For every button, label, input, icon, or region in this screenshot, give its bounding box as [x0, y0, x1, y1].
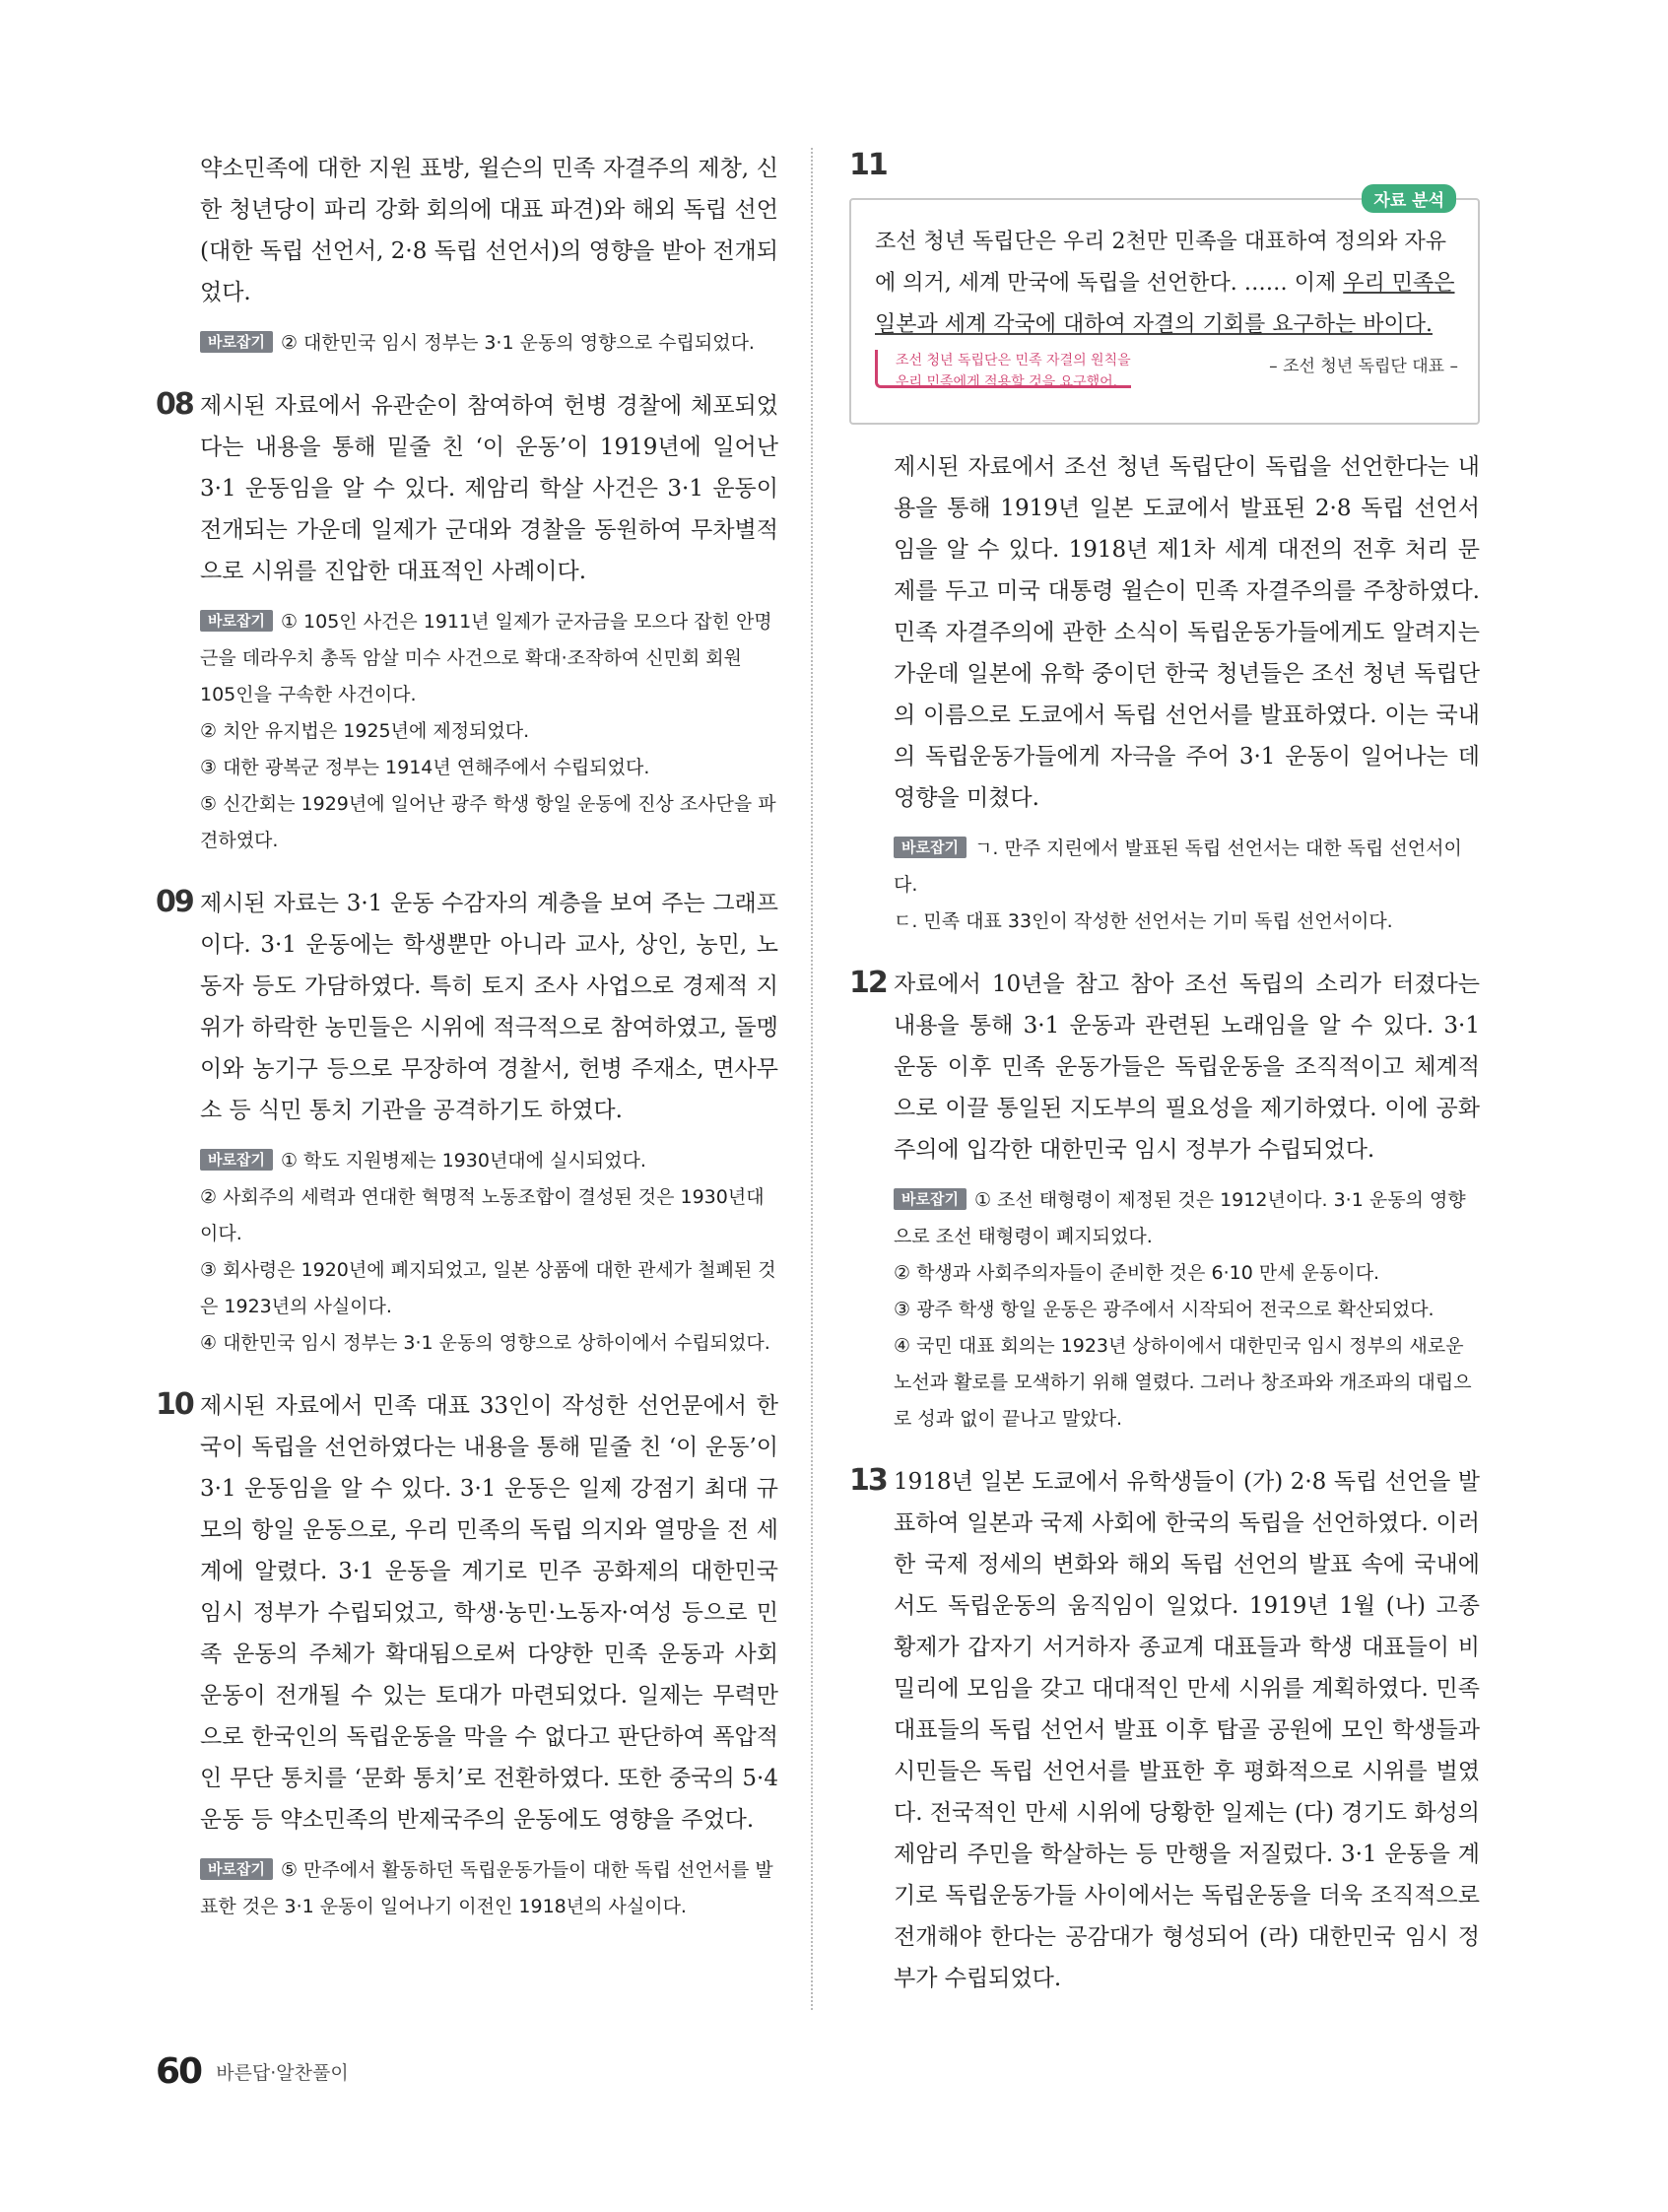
answer-text: ② 대한민국 임시 정부는 3·1 운동의 영향으로 수립되었다. — [280, 332, 755, 354]
explanation-text: 제시된 자료에서 조선 청년 독립단이 독립을 선언한다는 내용을 통해 1919년 일본 도쿄에서 발표된 2·8 독립 선언서임을 알 수 있다. 1918년 제1차 세계 대전의 전후 처리 문제를 두고 미국 대통령 윌슨이 민족 자결주의를 주창하였다. 민족 자결주의에 관한 소식이 독립운동가들에게도 알려지는 가운데 일본에 유학 중이던 한국 청년들은 조선 청년 독립단의 이름으로 도쿄에서 독립 선언서를 발표하였다. 이는 국내의 독립운동가들에게 자극을 주어 3·1 운동이 일어나는 데 영향을 미쳤다. — [894, 454, 1480, 811]
page-number: 60 — [156, 2051, 202, 2092]
answer-line: ② 학생과 사회주의자들이 준비한 것은 6·10 만세 운동이다. — [894, 1262, 1380, 1284]
answer-line: ㄱ. 만주 지린에서 발표된 독립 선언서는 대한 독립 선언서이다. — [894, 838, 1462, 896]
answer-line: ⑤ 신간회는 1929년에 일어난 광주 학생 항일 운동에 진상 조사단을 파견하였다. — [200, 793, 776, 851]
answer-line: ④ 국민 대표 회의는 1923년 상하이에서 대한민국 임시 정부의 새로운 노선과 활로를 모색하기 위해 열렸다. 그러나 창조파와 개조파의 대립으로 성과 없이 끝나고 말았다. — [894, 1335, 1472, 1430]
answer-line: ① 학도 지원병제는 1930년대에 실시되었다. — [280, 1150, 646, 1172]
question-number: 10 — [156, 1387, 193, 1422]
answer-line: ③ 회사령은 1920년에 폐지되었고, 일본 상품에 대한 관세가 철폐된 것은 1923년의 사실이다. — [200, 1259, 776, 1317]
answer-line: ① 조선 태형령이 제정된 것은 1912년이다. 3·1 운동의 영향으로 조선 태형령이 폐지되었다. — [894, 1189, 1466, 1247]
left-column — [156, 148, 778, 1949]
source-quote: 조선 청년 독립단은 우리 2천만 민족을 대표하여 정의와 자유에 의거, 세계 만국에 독립을 선언한다. …… 이제 우리 민족은 일본과 세계 각국에 대하여 자결의 기회를 요구하는 바이다. — [875, 230, 1455, 337]
column-divider — [811, 148, 813, 2010]
answer-line: ② 사회주의 세력과 연대한 혁명적 노동조합이 결성된 것은 1930년대이다. — [200, 1186, 765, 1244]
question-13 — [849, 1461, 1480, 1999]
explanation-text: 자료에서 10년을 참고 참아 조선 독립의 소리가 터졌다는 내용을 통해 3·1 운동과 관련된 노래임을 알 수 있다. 3·1 운동 이후 민족 운동가들은 독립운동을 조직적이고 체계적으로 이끌 통일된 지도부의 필요성을 제기하였다. 이에 공화주의에 입각한 대한민국 임시 정부가 수립되었다. — [894, 972, 1480, 1163]
question-09 — [156, 883, 778, 1362]
correction-block — [894, 1182, 1480, 1438]
source-box — [849, 191, 1480, 425]
answer-line: ⑤ 만주에서 활동하던 독립운동가들이 대한 독립 선언서를 발표한 것은 3·1 운동이 일어나기 이전인 1918년의 사실이다. — [200, 1859, 773, 1917]
correction-badge: 바로잡기 — [200, 331, 273, 353]
page-footer — [156, 2051, 349, 2092]
correction-block — [894, 831, 1480, 940]
answer-line: ③ 대한 광복군 정부는 1914년 연해주에서 수립되었다. — [200, 757, 650, 778]
correction-block — [200, 1852, 778, 1925]
question-12 — [849, 964, 1480, 1438]
answer-line: ① 105인 사건은 1911년 일제가 군자금을 모으다 잡힌 안명근을 데라우치 총독 암살 미수 사건으로 확대·조작하여 신민회 회원 105인을 구속한 사건이다. — [200, 611, 772, 705]
question-number: 12 — [849, 966, 887, 1000]
intro-answer — [200, 325, 778, 362]
intro-paragraph: 약소민족에 대한 지원 표방, 윌슨의 민족 자결주의 제창, 신한 청년당이 파리 강화 회의에 대표 파견)와 해외 독립 선언(대한 독립 선언서, 2·8 독립 선언서)의 영향을 받아 전개되었다. — [200, 156, 778, 305]
answer-line: ② 치안 유지법은 1925년에 제정되었다. — [200, 720, 530, 742]
explanation-text: 제시된 자료에서 유관순이 참여하여 헌병 경찰에 체포되었다는 내용을 통해 밑줄 친 ‘이 운동’이 1919년에 일어난 3·1 운동임을 알 수 있다. 제암리 학살 사건은 3·1 운동이 전개되는 가운데 일제가 군대와 경찰을 동원하여 무차별적으로 시위를 진압한 대표적인 사례이다. — [200, 393, 778, 584]
source-footer — [875, 350, 1458, 411]
book-title: 바른답·알찬풀이 — [216, 2062, 349, 2084]
right-column — [849, 148, 1480, 2023]
handwritten-note: 조선 청년 독립단은 민족 자결의 원칙을 우리 민족에게 적용할 것을 요구했어. — [875, 350, 1131, 388]
correction-badge: 바로잡기 — [200, 610, 273, 632]
question-number: 11 — [849, 148, 887, 182]
answer-line: ③ 광주 학생 항일 운동은 광주에서 시작되어 전국으로 확산되었다. — [894, 1299, 1434, 1320]
explanation-text: 제시된 자료는 3·1 운동 수감자의 계층을 보여 주는 그래프이다. 3·1 운동에는 학생뿐만 아니라 교사, 상인, 농민, 노동자 등도 가담하였다. 특히 토지 조사 사업으로 경제적 지위가 하락한 농민들은 시위에 적극적으로 참여하였고, 돌멩이와 농기구 등으로 무장하여 경찰서, 헌병 주재소, 면사무소 등 식민 통치 기관을 공격하기도 하였다. — [200, 891, 778, 1123]
correction-block — [200, 1143, 778, 1362]
explanation-text: 제시된 자료에서 민족 대표 33인이 작성한 선언문에서 한국이 독립을 선언하였다는 내용을 통해 밑줄 친 ‘이 운동’이 3·1 운동임을 알 수 있다. 3·1 운동은 일제 강점기 최대 규모의 항일 운동으로, 우리 민족의 독립 의지와 열망을 전 세계에 알렸다. 3·1 운동을 계기로 민주 공화제의 대한민국 임시 정부가 수립되었고, 학생·농민·노동자·여성 등으로 민족 운동의 주체가 확대됨으로써 다양한 민족 운동과 사회 운동이 전개될 수 있는 토대가 마련되었다. 일제는 무력만으로 한국인의 독립운동을 막을 수 없다고 판단하여 폭압적인 무단 통치를 ‘문화 통치’로 전환하였다. 또한 중국의 5·4 운동 등 약소민족의 반제국주의 운동에도 영향을 주었다. — [200, 1393, 778, 1833]
source-citation: – 조선 청년 독립단 대표 – — [1269, 357, 1458, 376]
question-11 — [849, 148, 1480, 940]
question-10 — [156, 1385, 778, 1925]
question-number: 09 — [156, 885, 193, 919]
source-analysis-tag: 자료 분석 — [1362, 184, 1456, 213]
correction-badge: 바로잡기 — [200, 1149, 273, 1171]
correction-badge: 바로잡기 — [894, 837, 967, 858]
question-number: 08 — [156, 387, 193, 422]
correction-block — [200, 604, 778, 859]
correction-badge: 바로잡기 — [200, 1858, 273, 1880]
answer-line: ④ 대한민국 임시 정부는 3·1 운동의 영향으로 상하이에서 수립되었다. — [200, 1332, 770, 1354]
answer-line: ㄷ. 민족 대표 33인이 작성한 선언서는 기미 독립 선언서이다. — [894, 910, 1393, 932]
explanation-text: 1918년 일본 도쿄에서 유학생들이 (가) 2·8 독립 선언을 발표하여 일본과 국제 사회에 한국의 독립을 선언하였다. 이러한 국제 정세의 변화와 해외 독립 선언의 발표 속에 국내에서도 독립운동의 움직임이 일었다. 1919년 1월 (나) 고종 황제가 갑자기 서거하자 종교계 대표들과 학생 대표들이 비밀리에 모임을 갖고 대대적인 만세 시위를 계획하였다. 민족 대표들의 독립 선언서 발표 이후 탑골 공원에 모인 학생들과 시민들은 독립 선언서를 발표한 후 평화적으로 시위를 벌였다. 전국적인 만세 시위에 당황한 일제는 (다) 경기도 화성의 제암리 주민을 학살하는 등 만행을 저질렀다. 3·1 운동을 계기로 독립운동가들 사이에서는 독립운동을 더욱 조직적으로 전개해야 한다는 공감대가 형성되어 (라) 대한민국 임시 정부가 수립되었다. — [894, 1469, 1480, 1991]
question-number: 13 — [849, 1463, 887, 1498]
intro-continuation — [156, 148, 778, 362]
question-08 — [156, 385, 778, 859]
source-underlined: 우리 민족은 일본과 세계 각국에 대하여 자결의 기회를 요구하는 바이다. — [875, 271, 1455, 337]
correction-badge: 바로잡기 — [894, 1188, 967, 1210]
